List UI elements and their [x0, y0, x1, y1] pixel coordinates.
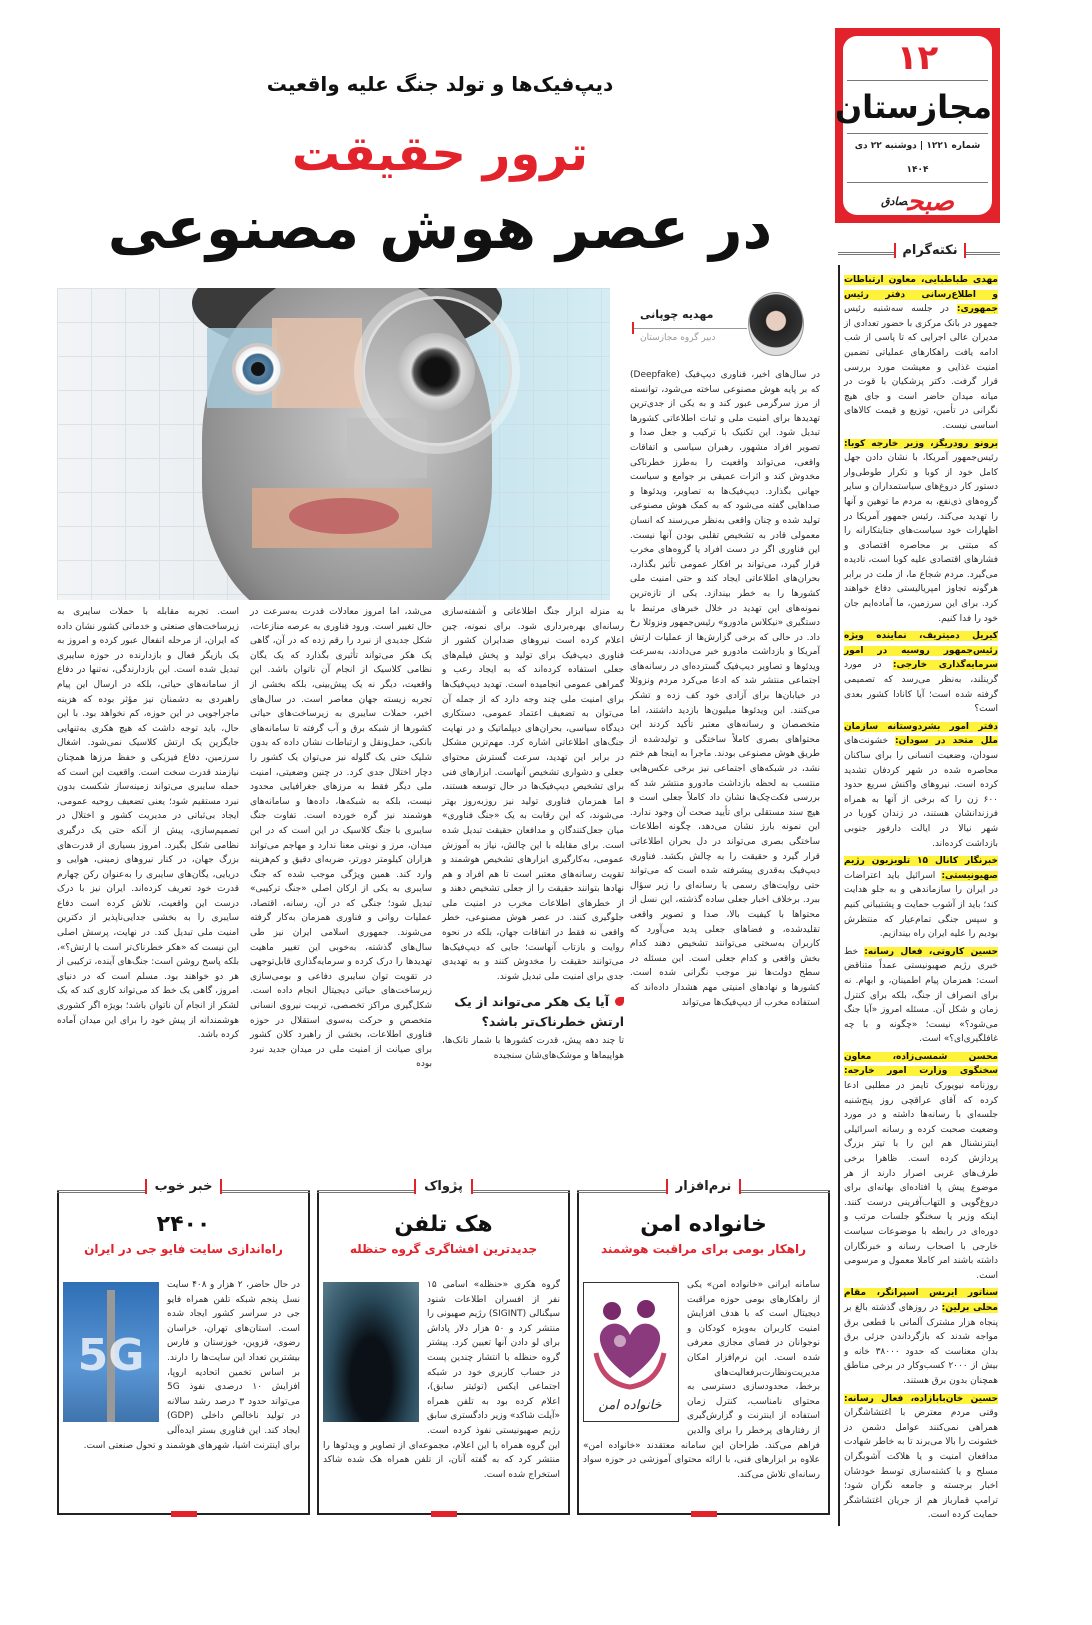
- 5g-label: 5G: [77, 1330, 145, 1381]
- divider-accent: [632, 322, 634, 334]
- quote-speaker: کیریل دمیتریف، نماینده ویژه رئیس‌جمهور روسیه در امور سرمایه‌گذاری خارجی:: [844, 631, 998, 671]
- section-masthead: [835, 28, 1000, 223]
- quote-speaker: مهدی طباطبایی، معاون ارتباطات و اطلاع‌رسانی دفتر رئیس جمهوری:: [844, 275, 998, 315]
- box-subtitle: راه‌اندازی سایت فایو جی در ایران: [84, 1242, 283, 1256]
- box-echo: [317, 1179, 570, 1515]
- box-subtitle: راهکار بومی برای مراقبت هوشمند: [600, 1242, 807, 1256]
- sidebar-quote-item: [844, 437, 998, 627]
- author-role: دبیر گروه مجازستان: [640, 333, 716, 343]
- author-avatar: [748, 292, 804, 356]
- page-number: ۱۲: [896, 38, 939, 78]
- box-text: سامانه ایرانی «خانواده امن» یکی از راهکارهای بومی حوزه مراقبت دیجیتال است که با هدف افزایش امنیت کاربران به‌ویژه کودکان و نوجوانان در فضای مجازی معرفی شده است. این نرم‌افزار امکان مدیریت‌ونظارت‌برفعالیت‌های برخط، محدودسازی دسترسی به محتوای نامناسب، کنترل: [687, 1280, 820, 1407]
- hacker-image: [323, 1282, 419, 1422]
- box-title: ۲۴۰۰: [156, 1212, 211, 1237]
- quote-speaker: حسین خان‌بابازاده، فعال رسانه:: [844, 1393, 998, 1404]
- article-column-2: به منزله ابزار جنگ اطلاعاتی و آشفته‌سازی رسانه‌ای بهره‌برداری شود. برای نمونه، چین اعلام کرده است نیروهای ضدایران کشور از فناوری دیپ‌فیک برای تولید و پخش فیلم‌های جعلی استفاده کرده‌اند که به ایجاد رعب و گمراهی عمومی انجامیده است. تهدید دیپ‌فیک‌ها برای امنیت ملی چند وجه دارد که از جمله آن می‌توان به تضعیف اعتماد عمومی، دستکاری دیدگاه سیاسی، بحران‌های دیپلماتیک و در نهایت جنگ‌های اطلاعاتی اشاره کرد. مهم‌ترین مشکل در برابر این تهدید، سرعت گسترش محتوای جعلی و دشواری تشخیص آنهاست. ابزارهای فنی برای تشخیص دیپ‌فیک‌ها در حال توسعه هستند، اما همزمان فناوری تولید نیز روزبه‌روز بهتر می‌شوند، که این رقابت به یک «جنگ فناوری» میان جعل‌کنندگان و مدافعان حقیقت تبدیل شده است. برای مقابله با این چالش، نیاز به آموزش عمومی، به‌کارگیری ابزارهای تشخیص هوشمند و تقویت رسانه‌های معتبر است تا هم افراد و هم نهادها بتوانند حقیقت را از جعلی تشخیص دهند و از خطرهای اطلاعات مخرب در امنیت ملی جلوگیری کنند. در عصر هوش مصنوعی، خطر واقعی نه فقط در اتفاقات جهان، بلکه در نحوه روایت و بازتاب آنهاست؛ جایی که دیپ‌فیک‌ها می‌توانند حقیقت را مخدوش کنند و به تهدیدی جدی برای امنیت ملی تبدیل شوند.: [442, 607, 624, 982]
- quote-text: رئیس‌جمهور آمریکا، با نشان دادن جهل کامل خود از کوبا و تکرار طوطی‌وار دستور کار دروغ‌های سیاستمداران و سایر گروه‌های ذی‌نفع، به مردم ما توهین و آنها را تهدید می‌کند. رئیس جمهور آمریکا در اظهارات خود سیاست‌های جنایتکارانه را که مبتنی بر محاصره اقتصادی و فشارهای اقتصادی علیه کوبا است، نادیده می‌گیرد. مردم شجاع ما، از ملت در برابر هرگونه تجاوز امپریالیستی دفاع خواهند کرد. برای این سرزمین، ما آماده‌ایم جان خود را فدا کنیم.: [844, 453, 998, 624]
- headline-kicker: دیپ‌فیک‌ها و تولد جنگ علیه واقعیت: [266, 72, 614, 96]
- sidebar-quote-item: [844, 1392, 998, 1523]
- box-subtitle: جدیدترین افشاگری گروه حنظله: [349, 1242, 538, 1256]
- quote-speaker: دفتر امور بشردوستانه سازمان ملل متحد در سودان:: [844, 721, 998, 747]
- divider: [632, 328, 747, 329]
- box-good-news: [57, 1179, 310, 1515]
- sidebar-quote-item: [844, 629, 998, 717]
- quote-text: اسرائیل باید اعتراضات در ایران را سازماندهی و به جلو هدایت کند؛ باید از آشوب حمایت و پشتیبانی کنیم و سپس جنگی تمام‌عیار که منتظرش بودیم را علیه ایران راه بیندازیم.: [844, 870, 998, 940]
- box-text-continued: «آیلت شاکد» وزیر دادگستری سابق رژیم صهیونیستی نفوذ کرده است. این گروه همراه با این اعلام، مجموعه‌ای از تصاویر و ویدئوها را منتشر کرد که به گفته آنان، از تلفن همراه هک شده شاکد استخراج شده است.: [323, 1411, 560, 1480]
- article-column-4: است. تجربه مقابله با حملات سایبری به زیرساخت‌های صنعتی و خدماتی کشور نشان داده که ایران، از مرحله انفعال عبور کرده و امروز به یک بازیگر فعال و بازدارنده در حوزه سایبری تبدیل شده است. این بازدارندگی، نه‌تنها در دفاع از سامانه‌های حیاتی، بلکه در ارسال این پیام راهبردی به دشمنان نیز مؤثر بوده که هزینه ماجراجویی در این حوزه، کم نخواهد بود. با این حال، باید توجه داشت که هیچ هکری به‌تنهایی جایگزین یک ارتش کلاسیک نمی‌شود. اشغال سرزمین، دفاع فیزیکی و حفظ مرزها همچنان نیازمند قدرت سخت است. واقعیت این است که حمله سایبری می‌تواند زمینه‌ساز شکست بدون نبرد مستقیم شود؛ یعنی تضعیف روحیه عمومی، ایجاد بی‌ثباتی در مدیریت کشور و اختلال در تصمیم‌سازی، پیش از آنکه حتی یک درگیری نظامی شکل بگیرد. امروز بسیاری از قدرت‌های بزرگ جهان، در کنار نیروهای زمینی، هوایی و دریایی، یگان‌های سایبری را به‌عنوان رکن چهارم قدرت خود تعریف کرده‌اند. ایران نیز با درک درست این واقعیت، تلاش کرده است دفاع سایبری را به بخشی جدایی‌ناپذیر از دکترین امنیت ملی تبدیل کند. در نهایت، پرسش اصلی این نیست که «هکر خطرناک‌تر است یا ارتش؟»، بلکه پاسخ روشن است: جنگ‌های آینده، ترکیبی از هر دو خواهند بود. مسلم است که در دنیای امروز، گاهی یک خط کد می‌تواند کاری کند که یک لشکر از انجام آن ناتوان باشد؛ بویژه اگر کشوری هوشمندانه از پیش خود را برای این میدان آماده کرده باشد.: [57, 607, 239, 1041]
- article-column-3: می‌شد، اما امروز معادلات قدرت به‌سرعت در حال تغییر است. ورود فناوری به عرصه منازعات، شکل جدیدی از نبرد را رقم زده که در آن، گاهی یک هکر می‌تواند تأثیری بگذارد که یک یگان نظامی کلاسیک از انجام آن ناتوان باشد. این واقعیت، دیگر نه یک پیش‌بینی، بلکه بخشی از تجربه زیسته جهان معاصر است. در سال‌های اخیر، حملات سایبری به زیرساخت‌های حیاتی کشورها از شبکه برق و آب گرفته تا سامانه‌های بانکی، حمل‌ونقل و ارتباطات نشان داده که بدون شلیک حتی یک گلوله نیز می‌توان یک کشور را دچار اختلال جدی کرد. در چنین وضعیتی، امنیت ملی دیگر فقط به مرزهای جغرافیایی محدود نیست، بلکه به شبکه‌ها، داده‌ها و سامانه‌های هوشمند نیز گره خورده است. تفاوت جنگ سایبری با جنگ کلاسیک در این است که در این میدان، مرز و نوبتی معنا ندارد و مهاجم می‌تواند هزاران کیلومتر دورتر، ضربه‌ای دقیق و کم‌هزینه وارد کند. همین ویژگی موجب شده که جنگ سایبری به یکی از ارکان اصلی «جنگ ترکیبی» تبدیل شود؛ جنگی که در آن، رسانه، اقتصاد، عملیات روانی و فناوری همزمان به‌کار گرفته می‌شوند. جمهوری اسلامی ایران نیز طی سال‌های گذشته، به‌خوبی این تغییر ماهیت تهدیدها را درک کرده و سرمایه‌گذاری قابل‌توجهی در تقویت توان سایبری دفاعی و بومی‌سازی زیرساخت‌های حیاتی دیجیتال انجام داده است. شکل‌گیری مراکز تخصصی، تربیت نیروی انسانی متخصص و حرکت به‌سوی استقلال در حوزه فناوری اطلاعات، بخشی از راهبرد کلان کشور برای صیانت از امنیت ملی در میدان جدید نبرد بوده: [250, 607, 432, 1070]
- headline-red: ترور حقیقت: [291, 126, 589, 182]
- subheading-text: آیا یک هکر می‌تواند از یک ارتش خطرناک‌تر باشد؟: [454, 994, 624, 1030]
- sidebar-quote-item: [844, 945, 998, 1047]
- box-text: گروه هکری «حنظله» اسامی ۱۵ نفر از افسران اطلاعات شنود سیگنالی (SIGINT) رژیم صهیونی را منتشر کرد و ۵۰ هزار دلار پاداش برای لو دادن آنها تعیین کرد. پیشتر گروه حنظله با انتشار چندین پست در حساب کاربری خود در شبکه اجتماعی ایکس (توئیتر سابق)، اعلام کرده بود به تلفن همراه: [427, 1280, 561, 1407]
- article-column-1: در سال‌های اخیر، فناوری دیپ‌فیک (Deepfake) که بر پایه هوش مصنوعی ساخته می‌شود، توانسته از مرز سرگرمی عبور کند و به یکی از جدی‌ترین تهدیدها برای امنیت ملی و ثبات اطلاعاتی کشورها تبدیل شود. این تکنیک با ترکیب و جعل صدا و تصویر افراد مشهور، رهبران سیاسی و اتفاقات واقعی، می‌تواند واقعیت را به‌طرز خطرناکی مخدوش کند و اثرات عمیقی بر جوامع و سیاست جهانی بگذارد. دیپ‌فیک‌ها به تصاویر، ویدئوها و صداهایی گفته می‌شود که به کمک هوش مصنوعی تولید شده و چنان واقعی به‌نظر می‌رسند که انسان معمولی قادر به تشخیص تقلبی بودن آنها نیست. این فناوری اگر در دست افراد یا گروه‌های مخرب قرار گیرد، می‌تواند بر افکار عمومی تأثیر بگذارد، بحران‌های اطلاعاتی ایجاد کند و حتی امنیت ملی کشورها را به خطر بیندازد. یکی از تازه‌ترین نمونه‌های این تهدید در خلال خبرهای مرتبط با دستگیری «نیکلاس مادورو» رئیس‌جمهور ونزوئلا رخ داد. در حالی که برخی گزارش‌ها از عملیات ارتش آمریکا و بازداشت مادورو خبر می‌دادند، به‌سرعت ویدئوها و تصاویر دیپ‌فیک گسترده‌ای در رسانه‌های اجتماعی منتشر شد که ادعا می‌کرد مردم ونزوئلا در خیابان‌ها برای آزادی خود کف زده و تشکر می‌کنند. این ویدئوها میلیون‌ها بازدید داشتند، اما متخصصان و رسانه‌های معتبر تأکید کردند این محتواهای بصری کاملاً ساختگی و تولیدشده از طریق هوش مصنوعی بودند. ماجرا به اینجا هم ختم نشد، در شبکه‌های اجتماعی نیز برخی عکس‌هایی منتسب به لحظه بازداشت مادورو منتشر شد که بررسی فکت‌چک‌ها نشان داد کاملاً جعلی است و هیچ سند مستقلی برای تأیید صحت آن وجود ندارد. این نمونه بارز نشان می‌دهد، چگونه اطلاعات ساختگی بصری می‌تواند در دل بحران اطلاعاتی قرار گیرد و حقیقت را به چالش بکشد. فناوری دیپ‌فیک به‌قدری پیشرفته شده است که می‌تواند حتی روایت‌های رسمی یا رسانه‌ای را زیر سؤال ببرد. برخلاف اخبار جعلی ساده گذشته، این نسل از محتواها با کیفیت بالا، صدا و تصویر واقعی تقلیدشده، و فضاهای جعلی پدید می‌آورد که کاربران به‌سختی می‌توانند تشخیص دهند کدام بخش واقعی و کدام جعلی است. این مسئله در سطح دولت‌ها نیز موجب نگرانی شده است. کشورها و نهادهای امنیتی مهم هشدار داده‌اند که استفاده مخرب از دیپ‌فیک‌ها می‌تواند: [630, 370, 820, 1008]
- sidebar-quote-item: [844, 854, 998, 942]
- quote-text: روزنامه نیویورک تایمز در مطلبی ادعا کرده که آقای عراقچی روز پنج‌شنبه جلسه‌ای با رسانه‌ها داشته و در مورد وضعیت صحبت کرده و رسانه اسرائیلی اینترنشنال هم این را با تیتر بزرگ پردازش کرده است. ظاهرا برخی طرف‌های غربی اصرار دارند از هر موضوع پیش پا افتاده‌ای بهانه‌ای برای دروغ‌گویی و التهاب‌آفرینی درست کنند. اینکه وزیر یا سخنگو جلسات مرتب و دوره‌ای در رابطه با موضوعات سیاست خارجی با اصحاب رسانه و خبرنگاران داشته باشند امر کاملا معمول و مرسومی است.: [844, 1081, 998, 1281]
- hero-image-ai-face: [57, 288, 610, 600]
- issue-info: شماره ۱۲۲۱ | دوشنبه ۲۲ دی ۱۴۰۴: [854, 141, 981, 175]
- quote-speaker: سناتور ایریس اسپرانگر، مقام محلی برلین:: [844, 1288, 998, 1313]
- sidebar-quote-item: [844, 1286, 998, 1388]
- sidebar-title: [870, 243, 990, 258]
- headline-main: در عصر هوش مصنوعی: [107, 194, 773, 262]
- box-text: در حال حاضر، ۲ هزار و ۴۰۸ سایت نسل پنجم شبکه تلفن همراه فایو جی در سراسر کشور ایجاد شده است. استان‌های تهران، خراسان رضوی، قزوین، خوزستان و فارس بیشترین تعداد این سایت‌ها را دارند. بر اساس تخمین اتحادیه اروپا، افزایش ۱۰ درصدی نفوذ 5G: [167, 1280, 301, 1393]
- 5g-tower-image: [63, 1282, 159, 1422]
- quote-text: در جلسه سه‌شنبه رئیس جمهور در بانک مرکزی با حضور تعدادی از مدیران عالی اجرایی که تا پاسی از شب ادامه یافت راهکارهای عملیاتی تضمین امنیت غذایی و معیشت مورد بررسی قرار گرفت. دکتر پزشکیان با قوت در میانه میدان حاضر است و جای هیچ نگرانی در تأمین، توزیع و قیمت کالاهای اساسی نیست.: [844, 304, 998, 431]
- article-column-2-continued: تا چند دهه پیش، قدرت کشورها با شمار تانک‌ها، هواپیماها و موشک‌های‌شان سنجیده: [442, 1036, 624, 1062]
- box-software: [577, 1179, 830, 1515]
- quote-speaker: محسن شمسی‌زاده، معاون سخنگوی وزارت امور خارجه:: [844, 1051, 998, 1077]
- box-title: خانواده امن: [640, 1212, 767, 1237]
- bullet-icon: [615, 997, 624, 1006]
- quote-speaker: برونو رودریگز، وزیر خارجه کوبا:: [844, 438, 998, 449]
- box-text-continued: می‌تواند حدود ۳ درصد رشد سالانه در تولید ناخالص داخلی (GDP) ایجاد کند. این فناوری بستر ایده‌آلی برای اینترنت اشیا، شهرهای هوشمند و تحول صنعتی است.: [83, 1396, 300, 1451]
- box-label: خبر خوب: [145, 1179, 223, 1194]
- sidebar-quote-item: [844, 720, 998, 851]
- quote-text: در روزهای گذشته بالغ بر پنجاه هزار مشترک آلمانی با قطعی برق مواجه شدند که بازگرداندن جزئی برق بدان معناست که حدود ۳۸۰۰۰ خانه و بیش از ۲۰۰۰ کسب‌وکار در برخی مناطق همچنان بدون برق هستند.: [844, 1302, 998, 1386]
- box-title: هک تلفن: [394, 1212, 493, 1237]
- article-column-2-wrapper: [442, 605, 624, 1064]
- quote-text: خشونت‌های سودان، وضعیت انسانی را برای ساکنان محاصره شده در شهر کردفان تشدید کرده است. نیروهای واکنش سریع حدود ۶۰۰ زن را که برخی از آنها به همراه فرزندانشان هستند، در زندان کوریا در شهر نیالا در ایالت دارفور جنوبی بازداشت کرده‌اند.: [844, 736, 998, 849]
- section-title: مجازستان: [834, 88, 992, 126]
- sidebar-title-text: نکته‌گرام: [894, 243, 965, 258]
- quote-speaker: حسین کاروتی، فعال رسانه:: [864, 946, 999, 957]
- sidebar-quote-item: [844, 273, 998, 434]
- quote-text: وقتی مردم معترض با اغتشاشگران همراهی نمی‌کنند عوامل دشمن دز خشونت را بالا می‌برند تا به خاطر شهادت مدافعان امنیت و یا هلاکت آشوبگران مسلح و یا کشته‌سازی توسط خودشان اخبار برجسته و جامعه نگران شود؛ ترامپ قمارباز هم از جریان اغتشاشگر حمایت کرده است.: [844, 1408, 998, 1521]
- logo-caption: خانواده امن: [598, 1398, 662, 1413]
- article-subheading: [442, 992, 624, 1032]
- divider-accent: [691, 1511, 717, 1517]
- sidebar-quotes: [838, 265, 1000, 1526]
- divider-accent: [171, 1511, 197, 1517]
- sidebar-items: [844, 273, 998, 1523]
- author-name: مهدیه چوپانی: [640, 308, 714, 321]
- safe-family-logo-image: [583, 1282, 679, 1422]
- sidebar-quote-item: [844, 1050, 998, 1284]
- box-label: نرم‌افزار: [666, 1179, 742, 1194]
- box-text-continued: زمان استفاده از اینترنت و گزارش‌گیری از رفتارهای پرخطر را برای والدین فراهم می‌کند. طراحان این سامانه معتقدند «خانواده امن» علاوه بر ابزارهای فنی، با ارائه محتوای آموزشی در حوزه سواد رسانه‌ای تلاش می‌کند.: [583, 1396, 820, 1480]
- quote-text: در مورد گرینلند، به‌نظر می‌رسد که تصمیمی گرفته شده است؛ آیا کانادا کشور بعدی است؟: [844, 660, 998, 715]
- box-label: پژواک: [414, 1179, 473, 1194]
- quote-speaker: خبرنگار کانال ۱۵ تلویزیون رژیم صهیونیستی:: [844, 856, 998, 881]
- newspaper-logo: صبح$^{صادق}$: [880, 187, 955, 217]
- divider-accent: [431, 1511, 457, 1517]
- quote-text: خط خبری رژیم صهیونیستی عمداً متناقض است: همزمان پیام اطمینان، و ابهام. نه برای انصراف از جنگ، بلکه برای کنترل زمان و شکل آن. مسئله امروز «آیا جنگ می‌شود؟» نیست؛ «چگونه و با چه غافلگیری‌ای؟» است.: [844, 946, 998, 1045]
